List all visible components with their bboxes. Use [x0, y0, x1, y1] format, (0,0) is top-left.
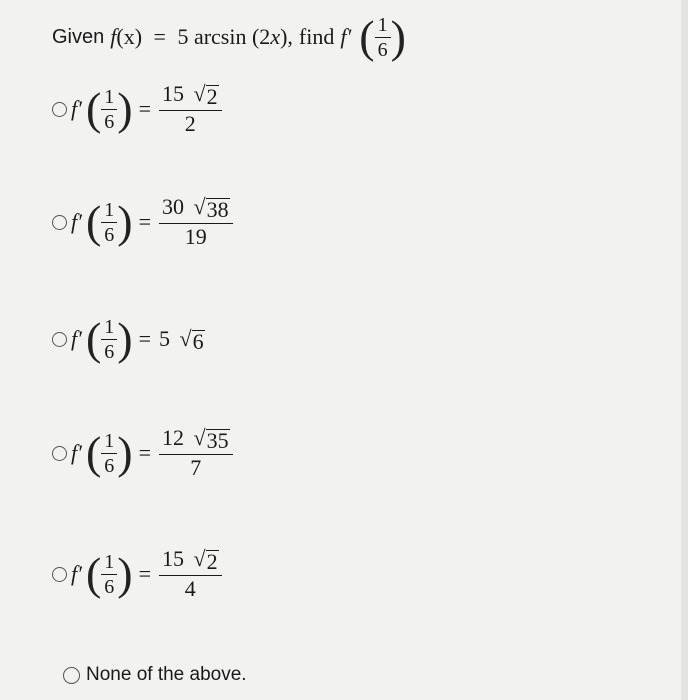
find-expression: f′ — [340, 24, 352, 49]
radio-button[interactable] — [52, 567, 67, 582]
none-option-label: None of the above. — [86, 664, 247, 685]
argument-fraction: $\frac{1}{6}$ — [101, 317, 117, 362]
answer-option-5[interactable]: f′ ( $\frac{1}{6}$ ) = 15 √ 2 4 — [52, 548, 222, 600]
answer-option-1[interactable]: f′ ( $\frac{1}{6}$ ) = 15 √ 2 2 — [52, 83, 222, 135]
question-prompt: Given f(x) = 5 arcsin (2x), find f′ ( $\frac{1}{6}$ ) — [52, 11, 406, 62]
answer-option-2[interactable]: f′ ( $\frac{1}{6}$ ) = 30 √ 38 19 — [52, 196, 233, 248]
answer-option-3[interactable]: f′ ( $\frac{1}{6}$ ) = 5 √ 6 — [52, 316, 205, 362]
page-edge-shadow — [681, 0, 688, 700]
answer-option-4[interactable]: f′ ( $\frac{1}{6}$ ) = 12 √ 35 7 — [52, 427, 233, 479]
radio-button[interactable] — [52, 102, 67, 117]
answer-value: 15 √ 2 4 — [159, 548, 222, 600]
argument-fraction: $\frac{1}{6}$ — [101, 87, 117, 132]
radio-button[interactable] — [52, 446, 67, 461]
answer-value: 5 √ 6 — [159, 325, 204, 354]
function-definition: f(x) = 5 arcsin (2x), — [110, 24, 293, 49]
find-label: find — [298, 24, 335, 49]
argument-fraction: $\frac{1}{6}$ — [101, 200, 117, 245]
answer-value: 15 √ 2 2 — [159, 83, 222, 135]
given-label: Given — [52, 25, 105, 48]
answer-option-none[interactable] — [63, 664, 247, 686]
answer-value: 30 √ 38 19 — [159, 196, 233, 248]
argument-fraction: $\frac{1}{6}$ — [101, 552, 117, 597]
radio-button[interactable] — [52, 332, 67, 347]
answer-value: 12 √ 35 7 — [159, 427, 233, 479]
question-point-fraction: $\frac{1}{6}$ — [375, 15, 391, 60]
radio-button[interactable] — [52, 215, 67, 230]
radio-button[interactable] — [63, 667, 80, 684]
argument-fraction: $\frac{1}{6}$ — [101, 431, 117, 476]
